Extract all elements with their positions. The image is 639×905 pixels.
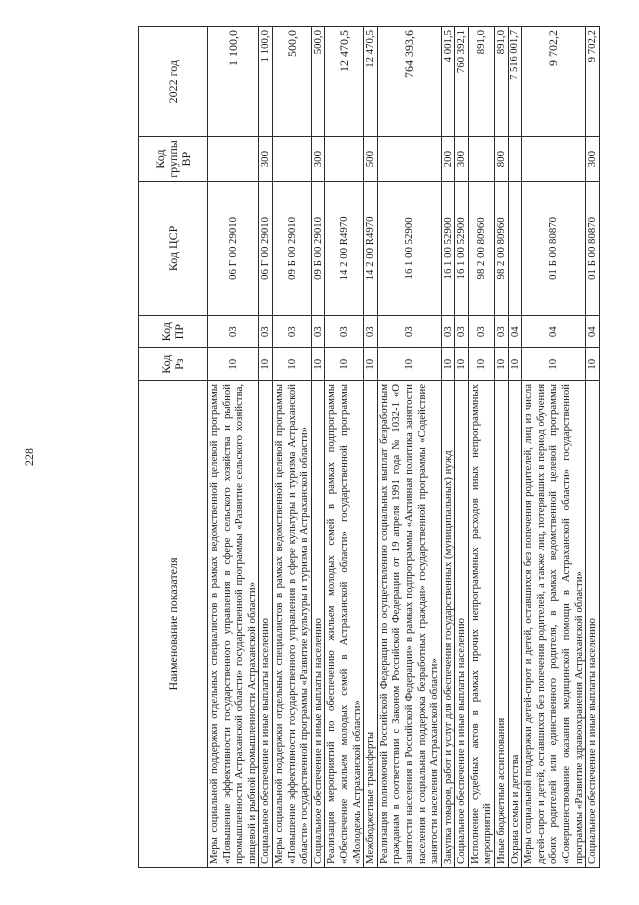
header-vr: Код группы ВР [139, 137, 208, 181]
budget-table [138, 26, 600, 868]
table-row [495, 27, 509, 868]
row-csr: 98 2 00 80960 [468, 181, 494, 315]
row-rz: 10 [259, 348, 273, 380]
table-row [311, 27, 325, 868]
row-name: Меры социальной поддержки детей-сирот и детей, оставшихся без попечения родителей, лиц из числа детей-сирот и детей, оставшихся без попечения родителей, а также лиц, потерявших в период обучения обоих родителей или единственного родителя, в рамках ведомственной целевой программы «Совершенствование оказания медицинской помощи в Астраханской области» государственной программы «Развитие здравоохранения Астраханской области» [522, 380, 586, 867]
row-pr: 03 [364, 316, 378, 348]
row-rz: 10 [495, 348, 509, 380]
row-csr: 16 1 00 52900 [455, 181, 469, 315]
row-vr: 300 [259, 137, 273, 181]
row-value: 1 100,0 [208, 27, 259, 137]
row-value: 500,0 [272, 27, 311, 137]
row-name: Реализация полномочий Российской Федерации по осуществлению социальных выплат безработным гражданам в соответствии с Законом Российской Федерации от 19 апреля 1991 года № 1032-1 «О занятости населения в Российской Федерации» в рамках подпрограммы «Активная политика занятости населения и социальная поддержка безработных граждан» государственной программы «Содействие занятости населения Астраханской области» [377, 380, 441, 867]
row-name: Меры социальной поддержки отдельных специалистов в рамках ведомственной целевой программы «Повышение эффективности государственного управления в сфере сельского хозяйства и рыбной промышленности Астраханской области» государственной программы «Развитие сельского хозяйства, пищевой и рыбной промышленности Астраханской области» [208, 380, 259, 867]
row-pr: 03 [272, 316, 311, 348]
row-value: 891,0 [468, 27, 494, 137]
header-name: Наименование показателя [139, 380, 208, 867]
row-name: Охрана семьи и детства [508, 380, 522, 867]
row-csr: 98 2 00 80960 [495, 181, 509, 315]
row-value: 891,0 [495, 27, 509, 137]
row-vr: 300 [455, 137, 469, 181]
table-row [259, 27, 273, 868]
table-row [325, 27, 364, 868]
row-pr: 03 [468, 316, 494, 348]
row-pr: 04 [522, 316, 586, 348]
row-pr: 04 [586, 316, 600, 348]
row-vr: 300 [311, 137, 325, 181]
row-pr: 03 [495, 316, 509, 348]
row-csr: 06 Г 00 29010 [259, 181, 273, 315]
row-vr: 800 [495, 137, 509, 181]
row-value: 7 516 001,7 [508, 27, 522, 137]
table-row [586, 27, 600, 868]
row-value: 12 470,5 [325, 27, 364, 137]
row-rz: 10 [522, 348, 586, 380]
row-rz: 10 [311, 348, 325, 380]
row-vr: 200 [441, 137, 455, 181]
row-value: 12 470,5 [364, 27, 378, 137]
table-row [508, 27, 522, 868]
table-row [364, 27, 378, 868]
row-vr [508, 137, 522, 181]
header-csr: Код ЦСР [139, 181, 208, 315]
row-name: Исполнение судебных актов в рамках прочих непрограммных расходов иных непрограммных мероприятий [468, 380, 494, 867]
table-row [208, 27, 259, 868]
row-value: 500,0 [311, 27, 325, 137]
row-csr: 16 1 00 52900 [441, 181, 455, 315]
table-header-row [139, 27, 208, 868]
row-pr: 03 [325, 316, 364, 348]
row-csr: 16 1 00 52900 [377, 181, 441, 315]
row-value: 4 001,5 [441, 27, 455, 137]
row-csr: 06 Г 00 29010 [208, 181, 259, 315]
row-vr [468, 137, 494, 181]
table-row [441, 27, 455, 868]
row-rz: 10 [441, 348, 455, 380]
row-vr: 500 [364, 137, 378, 181]
row-csr: 01 Б 00 80870 [522, 181, 586, 315]
header-pr: Код ПР [139, 316, 208, 348]
row-rz: 10 [508, 348, 522, 380]
row-name: Реализация мероприятий по обеспечению жильем молодых семей в рамках подпрограммы «Обеспечение жильем молодых семей в Астраханской области» государственной программы «Молодежь Астраханской области» [325, 380, 364, 867]
row-rz: 10 [468, 348, 494, 380]
row-vr [272, 137, 311, 181]
row-rz: 10 [272, 348, 311, 380]
row-pr: 03 [208, 316, 259, 348]
table-row [377, 27, 441, 868]
rotated-page [138, 26, 599, 868]
header-rz: Код Рз [139, 348, 208, 380]
row-value: 9 702,2 [522, 27, 586, 137]
row-rz: 10 [455, 348, 469, 380]
row-vr [377, 137, 441, 181]
row-value: 1 100,0 [259, 27, 273, 137]
row-name: Закупка товаров, работ и услуг для обеспечения государственных (муниципальных) нужд [441, 380, 455, 867]
row-value: 9 702,2 [586, 27, 600, 137]
row-rz: 10 [586, 348, 600, 380]
row-pr: 03 [259, 316, 273, 348]
row-rz: 10 [208, 348, 259, 380]
row-rz: 10 [377, 348, 441, 380]
table-row [455, 27, 469, 868]
row-name: Социальное обеспечение и иные выплаты населению [586, 380, 600, 867]
table-row [272, 27, 311, 868]
row-name: Социальное обеспечение и иные выплаты населению [311, 380, 325, 867]
row-pr: 03 [455, 316, 469, 348]
row-value: 764 393,6 [377, 27, 441, 137]
row-csr: 01 Б 00 80870 [586, 181, 600, 315]
row-rz: 10 [364, 348, 378, 380]
row-csr: 09 Б 00 29010 [311, 181, 325, 315]
row-vr: 300 [586, 137, 600, 181]
row-name: Межбюджетные трансферты [364, 380, 378, 867]
row-csr: 14 2 00 R4970 [325, 181, 364, 315]
row-pr: 03 [377, 316, 441, 348]
header-year: 2022 год [139, 27, 208, 137]
row-pr: 03 [311, 316, 325, 348]
row-pr: 04 [508, 316, 522, 348]
table-row [522, 27, 586, 868]
row-vr [522, 137, 586, 181]
row-name: Меры социальной поддержки отдельных специалистов в рамках ведомственной целевой программы «Повышение эффективности государственного управления в сфере культуры и туризма Астраханской области» государственной программы «Развитие культуры и туризма в Астраханской области» [272, 380, 311, 867]
row-csr: 14 2 00 R4970 [364, 181, 378, 315]
row-rz: 10 [325, 348, 364, 380]
table-row [468, 27, 494, 868]
row-name: Социальное обеспечение и иные выплаты населению [455, 380, 469, 867]
row-value: 760 392,1 [455, 27, 469, 137]
row-csr [508, 181, 522, 315]
row-vr [208, 137, 259, 181]
row-vr [325, 137, 364, 181]
row-csr: 09 Б 00 29010 [272, 181, 311, 315]
page-number: 228 [22, 448, 36, 466]
row-name: Социальное обеспечение и иные выплаты населению [259, 380, 273, 867]
row-name: Иные бюджетные ассигнования [495, 380, 509, 867]
row-pr: 03 [441, 316, 455, 348]
